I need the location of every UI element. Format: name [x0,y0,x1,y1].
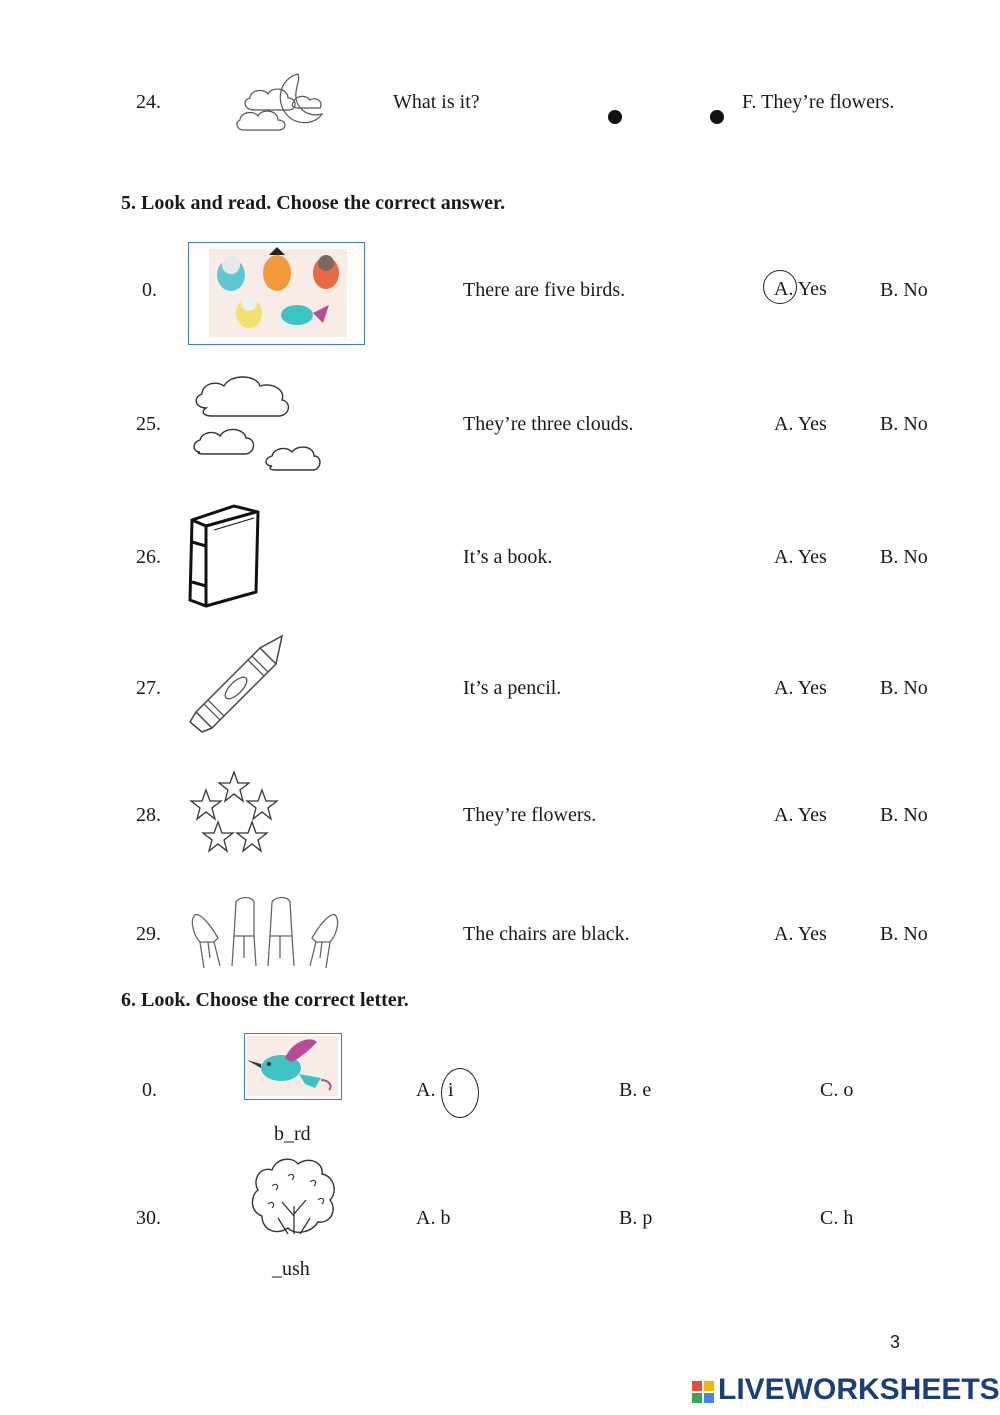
s5-option-b[interactable]: B. No [880,279,928,301]
s5-item-sentence: It’s a pencil. [463,677,562,699]
moon-clouds-picture [236,68,326,134]
s5-item-sentence: The chairs are black. [463,923,630,945]
clouds-picture [190,372,326,474]
answer-circle-mark [441,1068,479,1118]
s6-option-a[interactable]: A. b [416,1207,451,1229]
s5-item-number: 26. [136,546,161,568]
section5-title: 5. Look and read. Choose the correct answer. [121,192,506,214]
s5-option-a[interactable]: A. Yes [774,677,827,699]
s6-item-number: 0. [142,1079,157,1101]
s5-option-a[interactable]: A. Yes [774,278,827,300]
s5-option-b[interactable]: B. No [880,546,928,568]
liveworksheets-brand[interactable]: LIVEWORKSHEETS [718,1373,1000,1406]
s5-item-sentence: There are five birds. [463,279,626,301]
s6-item-number: 30. [136,1207,161,1229]
stars-picture [188,768,282,856]
s5-item-number: 25. [136,413,161,435]
s5-item-sentence: It’s a book. [463,546,553,568]
s6-option-c[interactable]: C. h [820,1207,854,1229]
crayon-picture [186,632,290,736]
q24-number: 24. [136,91,161,113]
s5-item-number: 29. [136,923,161,945]
s5-option-b[interactable]: B. No [880,677,928,699]
section6-title: 6. Look. Choose the correct letter. [121,989,409,1011]
s6-option-b[interactable]: B. e [619,1079,652,1101]
q24-answer: F. They’re flowers. [742,91,895,113]
book-picture [186,502,264,610]
s6-option-c[interactable]: C. o [820,1079,854,1101]
match-dot-left[interactable] [608,110,622,124]
s5-option-b[interactable]: B. No [880,923,928,945]
match-dot-right[interactable] [710,110,724,124]
s5-option-a[interactable]: A. Yes [774,546,827,568]
s5-item-number: 0. [142,279,157,301]
s5-item-number: 27. [136,677,161,699]
q24-question: What is it? [393,91,480,113]
birds-picture [188,242,365,345]
s5-item-sentence: They’re three clouds. [463,413,634,435]
s6-item-word: b_rd [274,1123,311,1145]
s6-option-b[interactable]: B. p [619,1207,653,1229]
s5-item-number: 28. [136,804,161,826]
s5-option-a[interactable]: A. Yes [774,413,827,435]
s6-option-a[interactable]: A. [416,1079,436,1101]
liveworksheets-logo-icon [692,1381,714,1403]
s5-option-b[interactable]: B. No [880,804,928,826]
s5-option-b[interactable]: B. No [880,413,928,435]
page-number: 3 [890,1332,901,1352]
s5-item-sentence: They’re flowers. [463,804,597,826]
hummingbird-picture [244,1033,342,1100]
bush-picture [248,1156,340,1242]
s6-item-word: _ush [272,1258,310,1280]
chairs-picture [188,896,342,972]
s5-option-a[interactable]: A. Yes [774,923,827,945]
s6-option-a-letter[interactable]: i [448,1079,454,1101]
s5-option-a[interactable]: A. Yes [774,804,827,826]
